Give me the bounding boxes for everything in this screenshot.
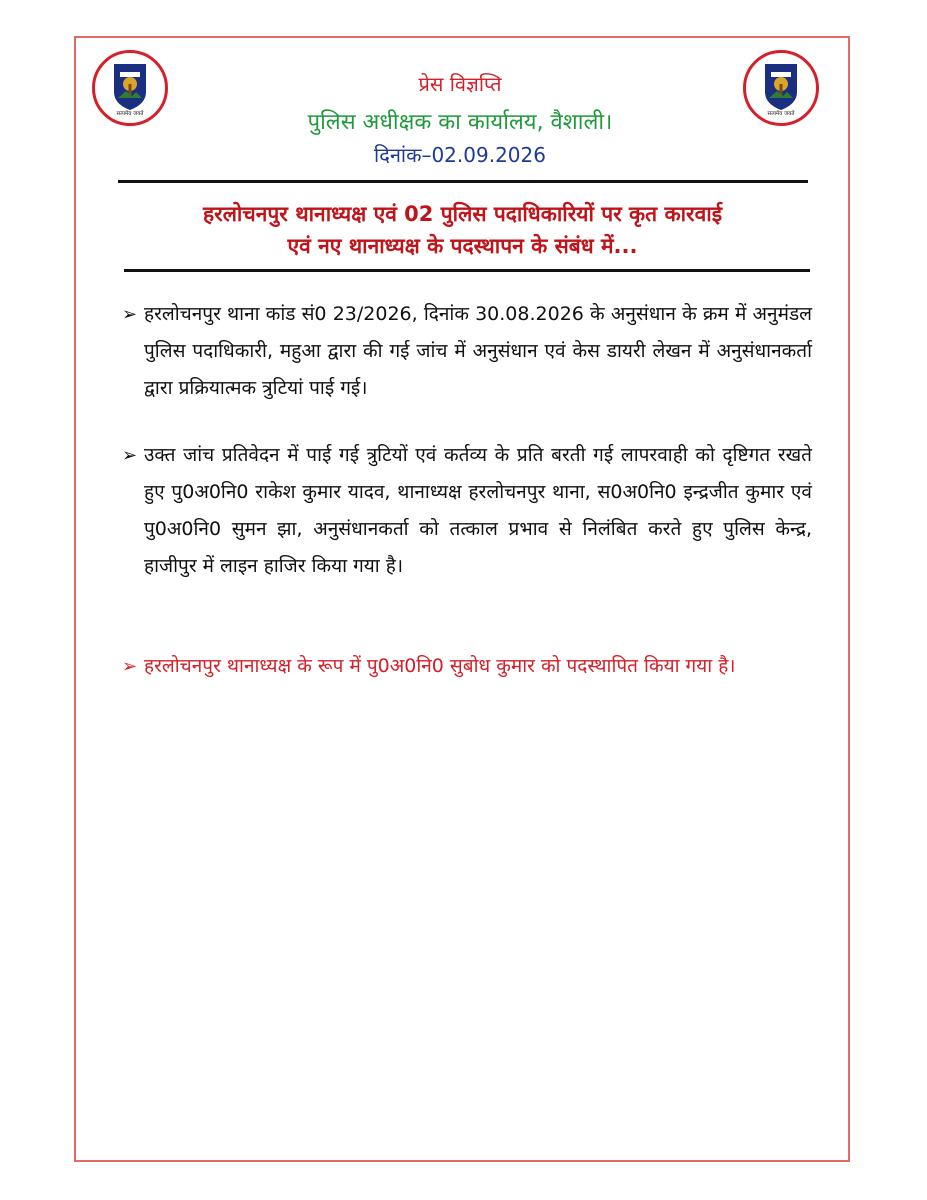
bihar-police-emblem-icon	[100, 58, 160, 118]
release-date: दिनांक–02.09.2026	[374, 143, 546, 167]
bullet-arrow-icon: ➢	[122, 304, 138, 325]
divider-bottom	[124, 269, 810, 272]
subject-line-2: एवं नए थानाध्यक्ष के पदस्थापन के संबंध में...	[287, 234, 638, 258]
point-1-text: हरलोचनपुर थाना कांड सं0 23/2026, दिनांक 30.08.2026 के अनुसंधान के क्रम में अनुमंडल पुलिस पदाधिकारी, महुआ द्वारा की गई जांच में अनुसंधान एवं केस डायरी लेखन में अनुसंधानकर्ता द्वारा प्रक्रियात्मक त्रुटियां पाई गई।	[144, 303, 812, 399]
subject-line-1: हरलोचनपुर थानाध्यक्ष एवं 02 पुलिस पदाधिकारियों पर कृत कारवाई	[202, 202, 723, 226]
bullet-arrow-icon: ➢	[122, 445, 138, 466]
press-release-title: प्रेस विज्ञप्ति	[418, 72, 502, 96]
office-name: पुलिस अधीक्षक का कार्यालय, वैशाली।	[307, 110, 613, 135]
point-3	[122, 648, 812, 685]
point-3-text: हरलोचनपुर थानाध्यक्ष के रूप में पु0अ0नि0 सुबोध कुमार को पदस्थापित किया गया है।	[144, 655, 736, 677]
point-2	[122, 437, 812, 585]
bihar-police-emblem-icon	[751, 58, 811, 118]
bihar-police-logo-left	[92, 50, 168, 126]
point-2-text: उक्त जांच प्रतिवेदन में पाई गई त्रुटियों एवं कर्तव्य के प्रति बरती गई लापरवाही को दृष्टिगत रखते हुए पु0अ0नि0 राकेश कुमार यादव, थानाध्यक्ष हरलोचनपुर थाना, स0अ0नि0 इन्द्रजीत कुमार एवं पु0अ0नि0 सुमन झा, अनुसंधानकर्ता को तत्काल प्रभाव से निलंबित करते हुए पुलिस केन्द्र, हाजीपुर में लाइन हाजिर किया गया है।	[144, 444, 812, 577]
bihar-police-logo-right	[743, 50, 819, 126]
logo-motto: सत्यमेव जयते	[767, 111, 795, 117]
bullet-arrow-icon: ➢	[122, 656, 138, 677]
logo-motto: सत्यमेव जयते	[116, 111, 144, 117]
divider-top	[118, 180, 808, 183]
point-1	[122, 296, 812, 407]
